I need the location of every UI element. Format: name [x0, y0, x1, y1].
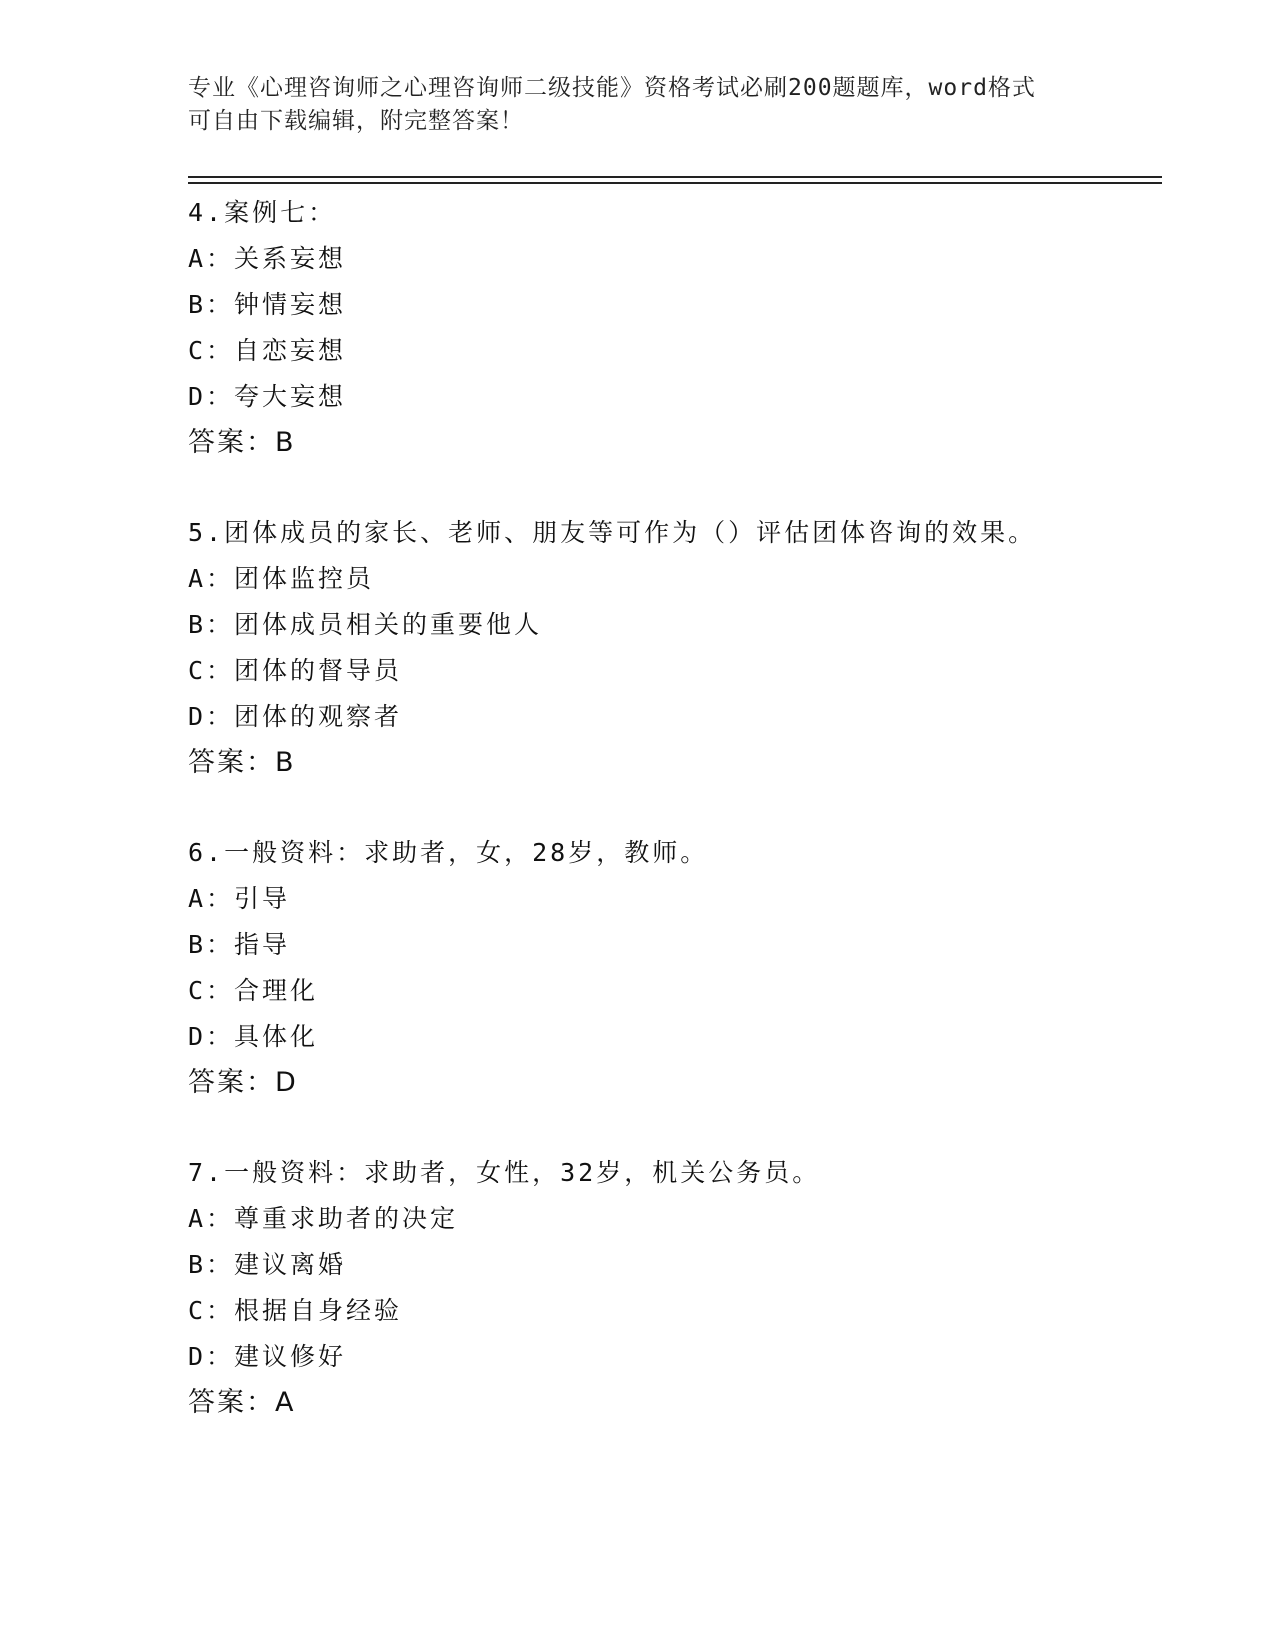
question-7: [188, 1150, 1162, 1426]
option-a: A：团体监控员: [188, 564, 375, 593]
option-b: B：团体成员相关的重要他人: [188, 610, 543, 639]
document-header: [188, 72, 1088, 138]
option-d: D：建议修好: [188, 1342, 347, 1371]
option-c: C：合理化: [188, 976, 319, 1005]
question-4: [188, 190, 1162, 466]
option-b: B：建议离婚: [188, 1250, 347, 1279]
question-stem: 7.一般资料：求助者，女性，32岁，机关公务员。: [188, 1158, 821, 1187]
option-b: B：指导: [188, 930, 291, 959]
question-stem: 4.案例七：: [188, 198, 337, 227]
header-line-1: 专业《心理咨询师之心理咨询师二级技能》资格考试必刷200题题库，word格式: [188, 75, 1036, 101]
answer-label: 答案：A: [188, 1387, 296, 1418]
option-c: C：团体的督导员: [188, 656, 403, 685]
header-divider-top: [188, 176, 1162, 178]
header-line-2: 可自由下载编辑，附完整答案！: [188, 108, 524, 134]
option-d: D：团体的观察者: [188, 702, 403, 731]
answer-label: 答案：B: [188, 427, 296, 458]
header-divider-bottom: [188, 182, 1162, 184]
question-stem: 6.一般资料：求助者，女，28岁，教师。: [188, 838, 709, 867]
option-c: C：自恋妄想: [188, 336, 347, 365]
question-5: [188, 510, 1162, 786]
option-a: A：引导: [188, 884, 291, 913]
option-d: D：夸大妄想: [188, 382, 347, 411]
question-stem: 5.团体成员的家长、老师、朋友等可作为（）评估团体咨询的效果。: [188, 518, 1037, 547]
option-a: A：尊重求助者的决定: [188, 1204, 459, 1233]
answer-label: 答案：B: [188, 747, 296, 778]
question-6: [188, 830, 1162, 1106]
answer-label: 答案：D: [188, 1067, 298, 1098]
option-b: B：钟情妄想: [188, 290, 347, 319]
option-a: A：关系妄想: [188, 244, 347, 273]
option-c: C：根据自身经验: [188, 1296, 403, 1325]
option-d: D：具体化: [188, 1022, 319, 1051]
